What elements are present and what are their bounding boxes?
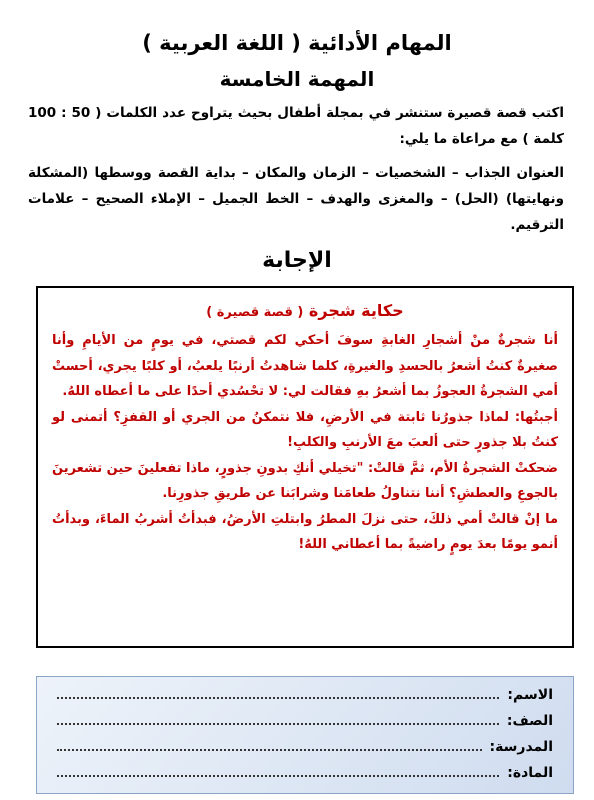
subject-label: المادة: [507, 765, 553, 781]
answer-heading: الإجابة [262, 248, 332, 273]
name-label: الاسم: [507, 687, 553, 703]
task-description: اكتب قصة قصيرة ستنشر في بمجلة أطفال بحيث يتراوح عدد الكلمات ( 50 : 100 كلمة ) مع مراعاة ما يلي: [28, 105, 564, 147]
story-title-line [52, 296, 558, 328]
task-instructions [28, 100, 564, 238]
name-field[interactable] [57, 685, 499, 699]
story-title-note: ( قصة قصيرة ) [206, 305, 304, 320]
name-field-row [57, 685, 553, 711]
story-paragraph-4: ما إنْ قالتْ أمي ذلكَ، حتى نزلَ المطرُ وابتلتِ الأرضُ، فبدأتُ أشربُ الماءَ، وبدأتُ أنمو يومًا بعدَ يومٍ راضيةً بما أعطاني اللهُ! [52, 511, 558, 552]
school-label: المدرسة: [489, 739, 553, 755]
subject-field-row [57, 763, 553, 789]
class-label: الصف: [506, 713, 553, 729]
story-paragraph-3: ضحكتْ الشجرةُ الأم، ثمَّ قالتْ: "تخيلي أنكِ بدونِ جذورٍ، ماذا تفعلينَ حين تشعرينَ بالجوعِ والعطشِ؟ أننا نتناولُ طعامَنا وشرابَنا عن طريقِ جذورِنا. [52, 460, 558, 501]
story-box [36, 286, 574, 648]
story-title: حكاية شجرة [308, 301, 404, 320]
story-paragraph-1: أنا شجرةٌ منْ أشجارِ الغابةِ سوفَ أحكي لكم قصتي، في يومٍ من الأيامِ وأنا صغيرةٌ كنتُ أشعرُ بالحسدِ والغيرةِ، كلما شاهدتُ أرنبًا يلعبُ، أو كلبًا يجري، أحستْ أمي الشجرةُ العجوزُ بما أشعرُ بهِ فقالت لي: لا تحْسُدي أحدًا على ما أعطاه اللهُ. [52, 333, 558, 399]
student-info-panel [36, 676, 574, 794]
class-field-row [57, 711, 553, 737]
page-title: المهام الأدائية ( اللغة العربية ) [142, 31, 452, 55]
task-criteria: العنوان الجذاب – الشخصيات – الزمان والمكان – بداية القصة ووسطها (المشكلة ونهايتها) (الحل) – والمغزى والهدف – الخط الجميل – الإملاء الصحيح – علامات الترقيم. [28, 165, 564, 233]
subject-field[interactable] [57, 763, 499, 777]
school-field[interactable] [57, 737, 482, 751]
school-field-row [57, 737, 553, 763]
task-subtitle: المهمة الخامسة [219, 67, 375, 91]
class-field[interactable] [57, 711, 499, 725]
story-paragraph-2: أجبتُها: لماذا جذورُنا ثابتة في الأرضِ، فلا نتمكنُ من الجري أو القفزِ؟ أتمنى لو كنتُ بلا جذورٍ حتى ألعبَ معَ الأرنبِ والكلبِ! [52, 409, 558, 450]
